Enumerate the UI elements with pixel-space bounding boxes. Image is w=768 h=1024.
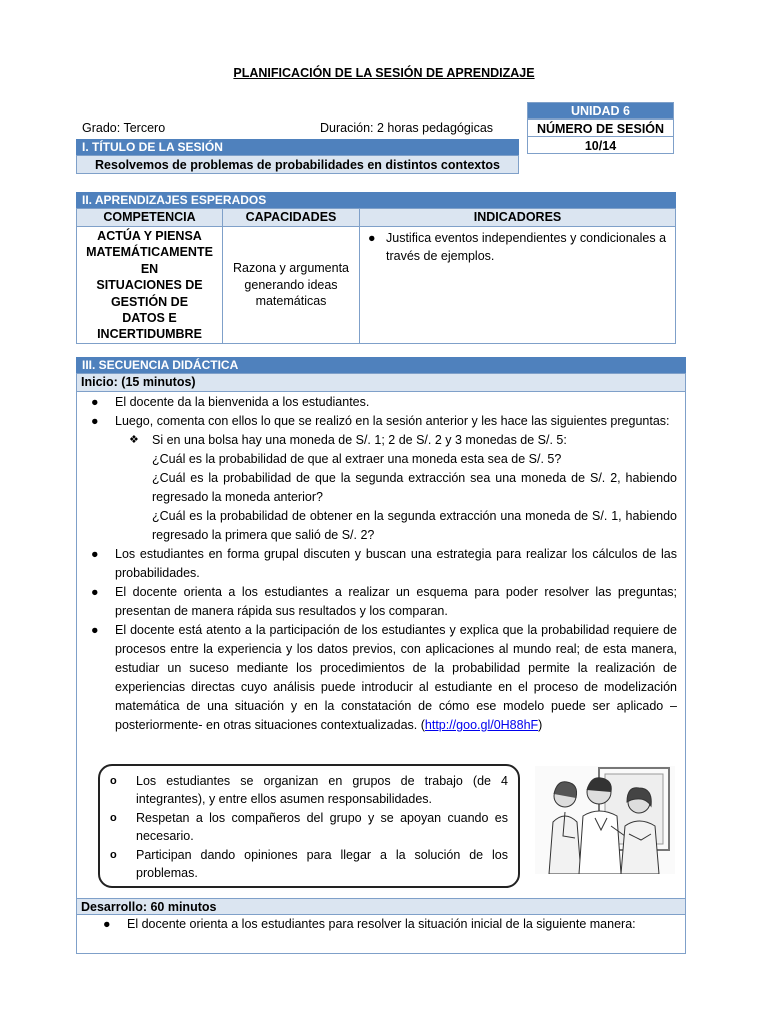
desarrollo-label: Desarrollo: 60 minutos: [77, 898, 685, 915]
bullet-icon: ●: [91, 623, 99, 637]
bullet-icon: ●: [91, 414, 99, 428]
item-text: ): [538, 718, 543, 732]
duration-text: Duración: 2 horas pedagógicas: [320, 121, 494, 135]
grade-text: Grado: Tercero: [82, 121, 166, 135]
table-row: [77, 227, 676, 344]
capacidades-cell: [223, 227, 360, 344]
list-item: [100, 772, 508, 808]
competencia-line: ACTÚA Y PIENSA: [97, 229, 202, 243]
item-text: El docente da la bienvenida a los estudiantes.: [115, 395, 370, 409]
inicio-content: [77, 392, 685, 735]
students-illustration: [535, 766, 675, 874]
list-item: [77, 545, 677, 583]
item-text: Luego, comenta con ellos lo que se realizó en la sesión anterior y les hace las siguientes preguntas:: [115, 414, 670, 428]
list-item: [77, 412, 677, 431]
section1-header: I. TÍTULO DE LA SESIÓN: [76, 139, 519, 155]
section2-header: II. APRENDIZAJES ESPERADOS: [76, 192, 676, 208]
competencia-line: INCERTIDUMBRE: [97, 327, 202, 342]
indicadores-cell: [360, 227, 676, 344]
circle-bullet-icon: o: [110, 812, 117, 824]
indicador-text: Justifica eventos independientes y condicionales a través de ejemplos.: [386, 231, 667, 263]
item-text: Participan dando opiniones para llegar a la solución de los problemas.: [136, 848, 508, 880]
item-text: Respetan a los compañeros del grupo y se apoyan cuando es necesario.: [136, 811, 508, 843]
sub-item: [77, 431, 677, 450]
bullet-icon: ●: [91, 585, 99, 599]
item-text: Si en una bolsa hay una moneda de S/. 1; 2 de S/. 2 y 3 monedas de S/. 5:: [152, 433, 567, 447]
expected-learning-table: [76, 208, 676, 344]
list-item: [100, 809, 508, 845]
question-3: ¿Cuál es la probabilidad de obtener en la segunda extracción una moneda de S/. 1, habiendo regresado la primera que salió de S/. 2?: [152, 509, 677, 542]
diamond-bullet-icon: ❖: [129, 434, 139, 446]
list-item: [77, 393, 677, 412]
inicio-label: Inicio: (15 minutos): [77, 374, 685, 392]
group-norms-box: [98, 764, 520, 888]
item-text: El docente orienta a los estudiantes a realizar un esquema para poder resolver las preguntas; presentan de manera rápida sus resultados y los comparan.: [115, 585, 677, 618]
competencia-line: DATOS E: [122, 311, 177, 326]
col-capacidades: CAPACIDADES: [223, 209, 360, 227]
capacidad-line: Razona y argumenta: [232, 261, 350, 276]
col-competencia: COMPETENCIA: [77, 209, 223, 227]
circle-bullet-icon: o: [110, 775, 117, 787]
capacidad-line: matemáticas: [255, 294, 327, 309]
competencia-line: EN: [140, 261, 159, 276]
section3-header: III. SECUENCIA DIDÁCTICA: [76, 357, 686, 373]
indicador-item: [364, 229, 669, 265]
session-number-label: NÚMERO DE SESIÓN: [527, 119, 674, 137]
item-text: El docente está atento a la participación de los estudiantes y explica que la probabilidad requiere de procesos entre la experiencia y los datos previos, con aplicaciones al mundo real; de esta manera, estudiar un suceso mediante los procedimientos de la probabilidad permite la realización de experiencias directas cuyo análisis puede introducir al estudiante en el proceso de modelización matemática de una situación y en la constatación de cómo ese modelo puede ser aplicado –posteriormente- en otras situaciones contextualizadas. (: [115, 623, 677, 732]
capacidad-line: generando ideas: [244, 277, 338, 292]
source-link[interactable]: http://goo.gl/0H88hF: [424, 718, 539, 732]
competencia-line: GESTIÓN DE: [110, 294, 189, 309]
item-text: El docente orienta a los estudiantes para resolver la situación inicial de la siguiente manera:: [127, 917, 636, 931]
circle-bullet-icon: o: [110, 849, 117, 861]
competencia-cell: [77, 227, 223, 344]
bullet-icon: ●: [368, 231, 376, 245]
question-2: ¿Cuál es la probabilidad de que la segunda extracción sea una moneda de S/. 2, habiendo regresado la moneda anterior?: [152, 471, 677, 504]
list-item: [77, 583, 677, 621]
item-text: Los estudiantes en forma grupal discuten y buscan una estrategia para realizar los cálculos de las probabilidades.: [115, 547, 677, 580]
session-title: Resolvemos de problemas de probabilidades en distintos contextos: [76, 155, 519, 174]
page-title: PLANIFICACIÓN DE LA SESIÓN DE APRENDIZAJE: [233, 66, 535, 80]
question-1: ¿Cuál es la probabilidad de que al extraer una moneda esta sea de S/. 5?: [152, 452, 562, 466]
list-item: [77, 621, 677, 735]
unit-label: UNIDAD 6: [527, 102, 674, 119]
desarrollo-item: [100, 915, 670, 934]
bullet-icon: ●: [103, 917, 111, 931]
item-text: Los estudiantes se organizan en grupos de trabajo (de 4 integrantes), y entre ellos asumen responsabilidades.: [136, 774, 508, 806]
competencia-line: MATEMÁTICAMENTE: [86, 245, 213, 260]
session-number: 10/14: [527, 136, 674, 154]
bullet-icon: ●: [91, 547, 99, 561]
list-item: [100, 846, 508, 882]
table-header-row: [77, 209, 676, 227]
col-indicadores: INDICADORES: [360, 209, 676, 227]
bullet-icon: ●: [91, 395, 99, 409]
competencia-line: SITUACIONES DE: [96, 278, 203, 293]
